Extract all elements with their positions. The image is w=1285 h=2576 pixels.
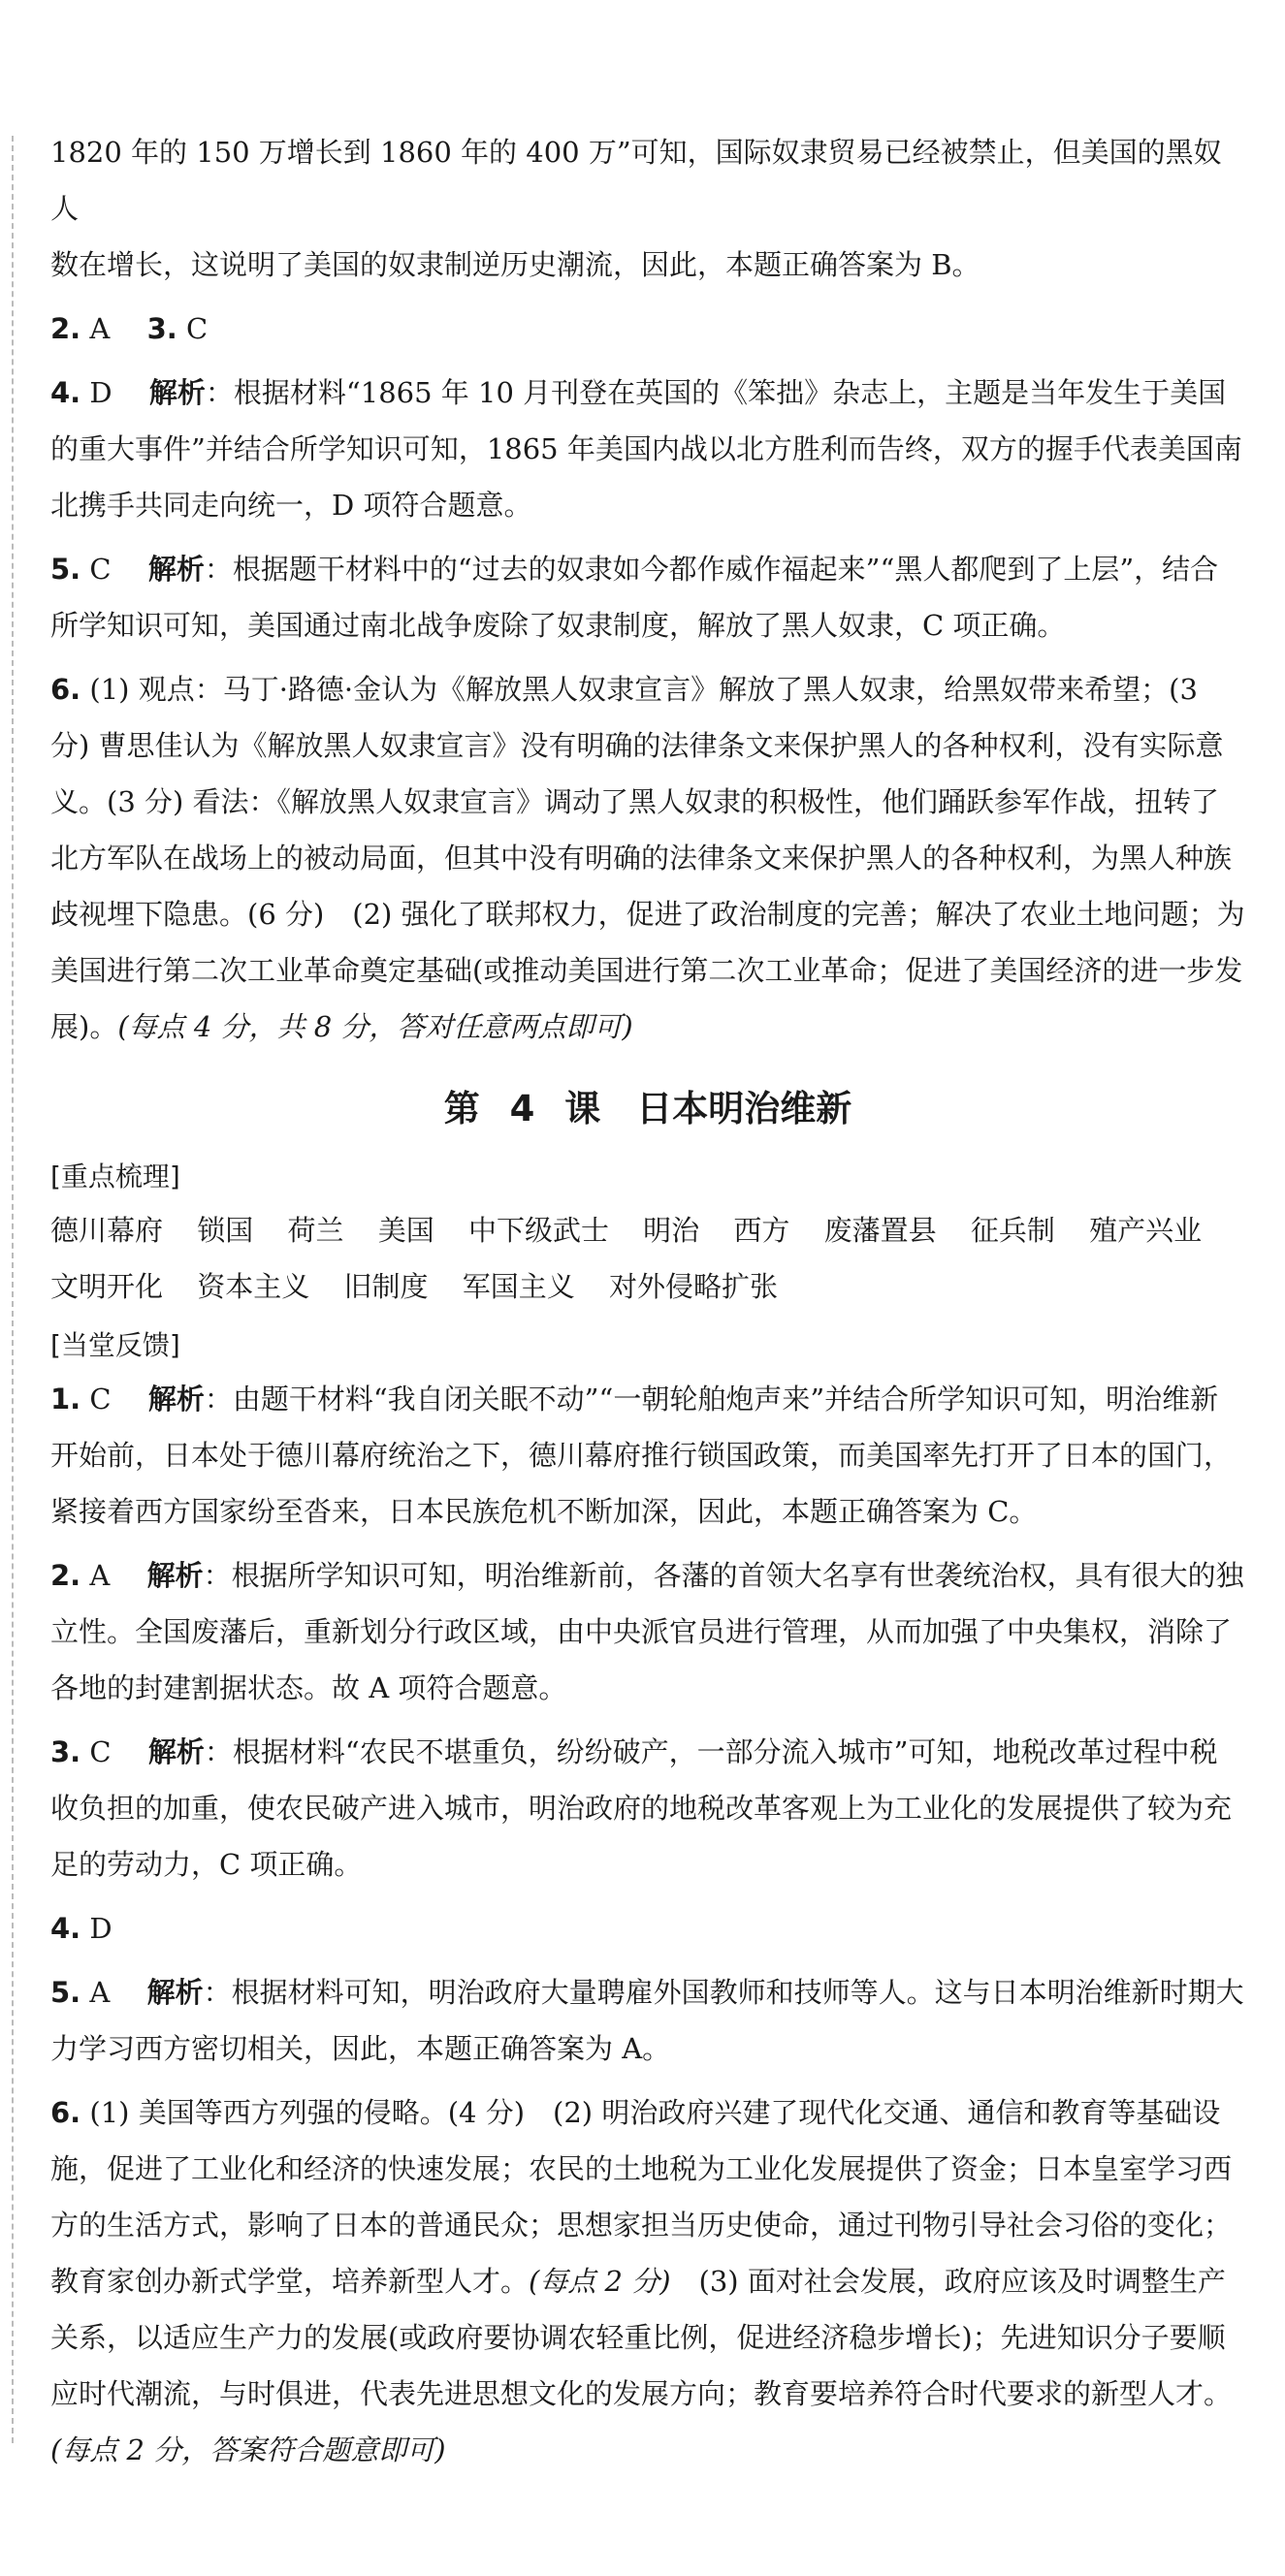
answer-5	[50, 541, 1245, 653]
question-number: 3.	[146, 312, 177, 345]
question-number: 6.	[50, 2096, 81, 2129]
key-term: 征兵制	[970, 1214, 1055, 1247]
scoring-note: (每点 2 分，答案符合题意即可)	[50, 2433, 446, 2466]
question-number: 4.	[50, 1912, 81, 1945]
key-term: 对外侵略扩张	[608, 1270, 778, 1303]
question-number: 2.	[50, 1559, 81, 1592]
feedback-answer-4	[50, 1900, 1245, 1956]
analysis-text: ：根据材料可知，明治政府大量聘雇外国教师和技师等人。这与日本明治维新时期大力学习西方密切相关，因此，本题正确答案为 A。	[50, 1976, 1244, 2065]
key-terms	[50, 1202, 1245, 1315]
answer-text: (1) 美国等西方列强的侵略。(4 分) (2) 明治政府兴建了现代化交通、通信和教育等基础设施，促进了工业化和经济的快速发展；农民的土地税为工业化发展提供了资金；日本皇室学习西方的生活方式，影响了日本的普通民众；思想家担当历史使命，通过刊物引导社会习俗的变化；教育家创办新式学堂，培养新型人才。	[50, 2096, 1233, 2298]
intro-line-2: 数在增长，这说明了美国的奴隶制逆历史潮流，因此，本题正确答案为 B。	[50, 248, 980, 281]
feedback-answer-6	[50, 2084, 1245, 2478]
key-term: 锁国	[197, 1214, 254, 1247]
analysis-label: 解析	[146, 1976, 204, 2009]
key-term: 殖产兴业	[1089, 1214, 1203, 1247]
key-term: 明治	[643, 1214, 700, 1247]
answer-2-3	[50, 301, 1245, 357]
key-term: 旧制度	[343, 1270, 429, 1303]
question-number: 5.	[50, 553, 81, 586]
analysis-text: ：根据所学知识可知，明治维新前，各藩的首领大名享有世袭统治权，具有很大的独立性。全国废藩后，重新划分行政区域，由中央派官员进行管理，从而加强了中央集权，消除了各地的封建割据状态。故 A 项符合题意。	[50, 1559, 1244, 1704]
answer-letter: D	[89, 1912, 112, 1945]
lesson-title: 第 4 课 日本明治维新	[443, 1088, 852, 1129]
key-term: 废藩置县	[823, 1214, 937, 1247]
question-number: 3.	[50, 1735, 81, 1768]
question-number: 5.	[50, 1976, 81, 2009]
answer-letter: A	[89, 1559, 111, 1592]
analysis-label: 解析	[147, 553, 205, 586]
answer-letter: C	[89, 553, 112, 586]
answer-text: (1) 观点：马丁·路德·金认为《解放黑人奴隶宣言》解放了黑人奴隶，给黑奴带来希望；(3 分) 曹思佳认为《解放黑人奴隶宣言》没有明确的法律条文来保护黑人的各种权利，没有实际意义。(3 分) 看法：《解放黑人奴隶宣言》调动了黑人奴隶的积极性，他们踊跃参军作战，扭转了北方军队在战场上的被动局面，但其中没有明确的法律条文来保护黑人的各种权利，为黑人种族歧视埋下隐患。(6 分) (2) 强化了联邦权力，促进了政治制度的完善；解决了农业土地问题；为美国进行第二次工业革命奠定基础(或推动美国进行第二次工业革命；促进了美国经济的进一步发展)。	[50, 673, 1245, 1043]
key-term: 文明开化	[50, 1270, 164, 1303]
margin-dashed-line	[12, 136, 14, 2443]
feedback-answer-3	[50, 1724, 1245, 1892]
scoring-note: (每点 4 分，共 8 分，答对任意两点即可)	[117, 1010, 633, 1043]
key-term: 德川幕府	[50, 1214, 164, 1247]
question-number: 4.	[50, 376, 81, 409]
intro-line-1: 1820 年的 150 万增长到 1860 年的 400 万”可知，国际奴隶贸易已经被禁止，但美国的黑奴人	[50, 136, 1222, 225]
question-number: 6.	[50, 673, 81, 706]
answer-letter: C	[186, 312, 209, 345]
key-term: 美国	[377, 1214, 434, 1247]
analysis-text: ：根据材料“农民不堪重负，纷纷破产，一部分流入城市”可知，地税改革过程中税收负担的加重，使农民破产进入城市，明治政府的地税改革客观上为工业化的发展提供了较为充足的劳动力，C 项正确。	[50, 1735, 1233, 1881]
key-term: 资本主义	[197, 1270, 310, 1303]
key-term: 西方	[733, 1214, 790, 1247]
answer-letter: D	[89, 376, 112, 409]
answer-letter: A	[89, 312, 111, 345]
analysis-label: 解析	[146, 1559, 204, 1592]
feedback-answer-1	[50, 1371, 1245, 1540]
analysis-text: ：由题干材料“我自闭关眠不动”“一朝轮舶炮声来”并结合所学知识可知，明治维新开始前，日本处于德川幕府统治之下，德川幕府推行锁国政策，而美国率先打开了日本的国门，紧接着西方国家纷至沓来，日本民族危机不断加深，因此，本题正确答案为 C。	[50, 1383, 1233, 1528]
answer-text: (3) 面对社会发展，政府应该及时调整生产关系，以适应生产力的发展(或政府要协调农轻重比例，促进经济稳步增长)；先进知识分子要顺应时代潮流，与时俱进，代表先进思想文化的发展方向；教育要培养符合时代要求的新型人才。	[50, 2265, 1233, 2410]
key-term: 军国主义	[462, 1270, 575, 1303]
feedback-answer-2	[50, 1547, 1245, 1716]
answer-letter: A	[89, 1976, 111, 2009]
answer-page	[50, 124, 1245, 2478]
analysis-text: ：根据题干材料中的“过去的奴隶如今都作威作福起来”“黑人都爬到了上层”，结合所学知识可知，美国通过南北战争废除了奴隶制度，解放了黑人奴隶，C 项正确。	[50, 553, 1219, 642]
analysis-text: ：根据材料“1865 年 10 月刊登在英国的《笨拙》杂志上，主题是当年发生于美国的重大事件”并结合所学知识可知，1865 年美国内战以北方胜利而告终，双方的握手代表美国南北携手共同走向统一，D 项符合题意。	[50, 376, 1242, 522]
key-term: 中下级武士	[467, 1214, 609, 1247]
section-label-feedback: [当堂反馈]	[50, 1329, 180, 1361]
scoring-note: (每点 2 分)	[529, 2265, 671, 2298]
analysis-label: 解析	[148, 376, 206, 409]
answer-letter: C	[89, 1383, 112, 1415]
analysis-label: 解析	[147, 1383, 205, 1415]
key-term: 荷兰	[287, 1214, 344, 1247]
section-label-key-points: [重点梳理]	[50, 1161, 180, 1193]
answer-6	[50, 661, 1245, 1055]
feedback-answer-5	[50, 1964, 1245, 2077]
answer-4	[50, 365, 1245, 533]
answer-letter: C	[89, 1735, 112, 1768]
question-number: 2.	[50, 312, 81, 345]
question-number: 1.	[50, 1383, 81, 1415]
analysis-label: 解析	[147, 1735, 205, 1768]
